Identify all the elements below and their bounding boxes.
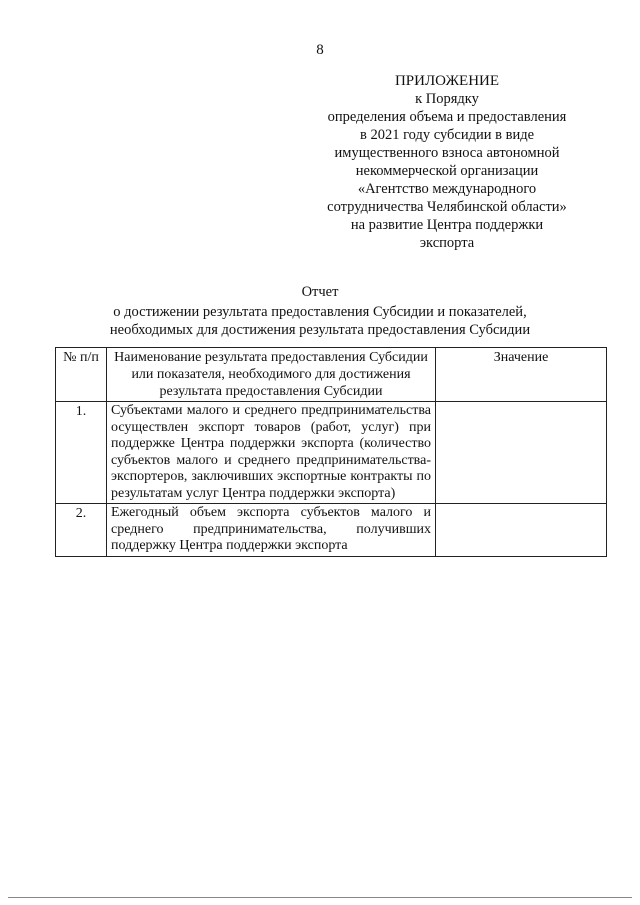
appendix-line: «Агентство международного bbox=[357, 181, 537, 197]
page-number: 8 bbox=[316, 42, 324, 58]
appendix-line: некоммерческой организации bbox=[355, 163, 539, 179]
table-row bbox=[56, 402, 607, 504]
header-value: Значение bbox=[436, 348, 607, 402]
row-name: Субъектами малого и среднего предпринимательства осуществлен экспорт товаров (работ, услуг) при поддержке Центра поддержки экспорта (количество субъектов малого и среднего предпринимательства-экспортеров, заключивших экспортные контракты по результатам услуг Центра поддержки экспорта) bbox=[107, 402, 436, 504]
report-subtitle-line: о достижении результата предоставления Субсидии и показателей, bbox=[113, 304, 527, 320]
row-number: 2. bbox=[56, 504, 107, 557]
header-number: № п/п bbox=[56, 348, 107, 402]
appendix-line: имущественного взноса автономной bbox=[334, 145, 560, 161]
appendix-line: в 2021 году субсидии в виде bbox=[359, 127, 535, 143]
row-value bbox=[436, 402, 607, 504]
footer-divider bbox=[8, 897, 632, 898]
appendix-line: экспорта bbox=[419, 235, 475, 251]
table-row bbox=[56, 504, 607, 557]
report-title-block bbox=[0, 283, 640, 339]
appendix-line: сотрудничества Челябинской области» bbox=[327, 199, 567, 215]
row-name: Ежегодный объем экспорта субъектов малого и среднего предпринимательства, получивших поддержку Центра поддержки экспорта bbox=[107, 504, 436, 557]
appendix-block bbox=[296, 72, 598, 252]
appendix-heading: ПРИЛОЖЕНИЕ bbox=[394, 73, 500, 89]
report-subtitle-line: необходимых для достижения результата предоставления Субсидии bbox=[109, 322, 531, 338]
appendix-line: к Порядку bbox=[415, 91, 479, 107]
table-header-row bbox=[56, 348, 607, 402]
header-name: Наименование результата предоставления Субсидии или показателя, необходимого для достижения результата предоставления Субсидии bbox=[107, 348, 436, 402]
report-title: Отчет bbox=[301, 284, 339, 300]
appendix-line: на развитие Центра поддержки bbox=[350, 217, 544, 233]
row-number: 1. bbox=[56, 402, 107, 504]
report-table bbox=[55, 347, 607, 557]
appendix-line: определения объема и предоставления bbox=[327, 109, 567, 125]
row-value bbox=[436, 504, 607, 557]
